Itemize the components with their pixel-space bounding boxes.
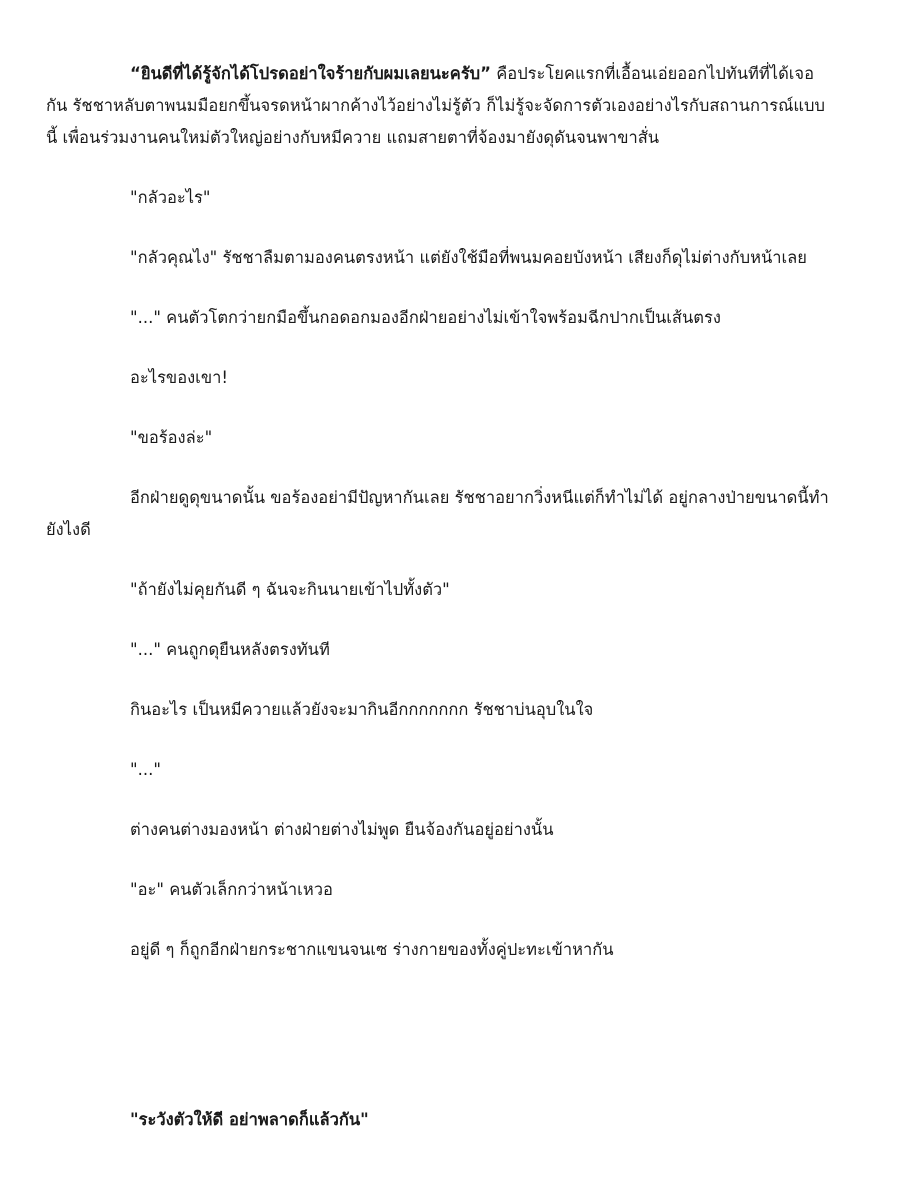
- paragraph-narration-4: ต่างคนต่างมองหน้า ต่างฝ่ายต่างไม่พูด ยืนจ้องกันอยู่อย่างนั้น: [130, 820, 554, 839]
- paragraph-dialogue-6: "อะ" คนตัวเล็กกว่าหน้าเหวอ: [130, 880, 333, 899]
- paragraph-dialogue-4: "ถ้ายังไม่คุยกันดี ๆ ฉันจะกินนายเข้าไปทั้งตัว": [130, 580, 450, 599]
- paragraph-dialogue-2: "กลัวคุณไง" รัชชาลืมตามองคนตรงหน้า แต่ยังใช้มือที่พนมคอยบังหน้า เสียงก็ดุไม่ต่างกับหน้าเลย: [130, 248, 807, 267]
- paragraph-dialogue-3: "ขอร้องล่ะ": [130, 428, 213, 447]
- paragraph-narration-3: "..." คนถูกดุยืนหลังตรงทันที: [130, 640, 330, 659]
- paragraph-thought-1: อะไรของเขา!: [130, 368, 228, 387]
- paragraph-dialogue-5: "...": [130, 760, 161, 779]
- paragraph-dialogue-1: "กลัวอะไร": [130, 188, 211, 207]
- paragraph-intro-line-2: กัน รัชชาหลับตาพนมมือยกขึ้นจรดหน้าผากค้างไว้อย่างไม่รู้ตัว ก็ไม่รู้จะจัดการตัวเองอย่างไรกับสถานการณ์แบบ: [46, 96, 825, 115]
- paragraph-intro-line-1: [130, 58, 814, 90]
- paragraph-thought-2: กินอะไร เป็นหมีควายแล้วยังจะมากินอีกกกกกกก รัชชาบ่นอุบในใจ: [130, 700, 594, 719]
- paragraph-narration-1: "..." คนตัวโตกว่ายกมือขึ้นกอดอกมองอีกฝ่ายอย่างไม่เข้าใจพร้อมฉีกปากเป็นเส้นตรง: [130, 308, 721, 327]
- intro-bold-quote: “ยินดีที่ได้รู้จักได้โปรดอย่าใจร้ายกับผมเลยนะครับ”: [130, 64, 491, 83]
- paragraph-intro-line-3: นี้ เพื่อนร่วมงานคนใหม่ตัวใหญ่อย่างกับหมีควาย แถมสายตาที่จ้องมายังดุดันจนพาขาสั่น: [46, 128, 660, 147]
- paragraph-narration-2-line-1: อีกฝ่ายดูดุขนาดนั้น ขอร้องอย่ามีปัญหากันเลย รัชชาอยากวิ่งหนีแต่ก็ทำไม่ได้ อยู่กลางป่ายขนาดนี้ทำ: [130, 488, 829, 507]
- paragraph-dialogue-bold-final: "ระวังตัวให้ดี อย่าพลาดก็แล้วกัน": [130, 1110, 369, 1129]
- intro-line-1-rest: คือประโยคแรกที่เอื้อนเอ่ยออกไปทันทีที่ได้เจอ: [491, 64, 814, 83]
- paragraph-narration-2-line-2: ยังไงดี: [46, 520, 91, 539]
- paragraph-narration-5: อยู่ดี ๆ ก็ถูกอีกฝ่ายกระชากแขนจนเซ ร่างกายของทั้งคู่ปะทะเข้าหากัน: [130, 940, 614, 959]
